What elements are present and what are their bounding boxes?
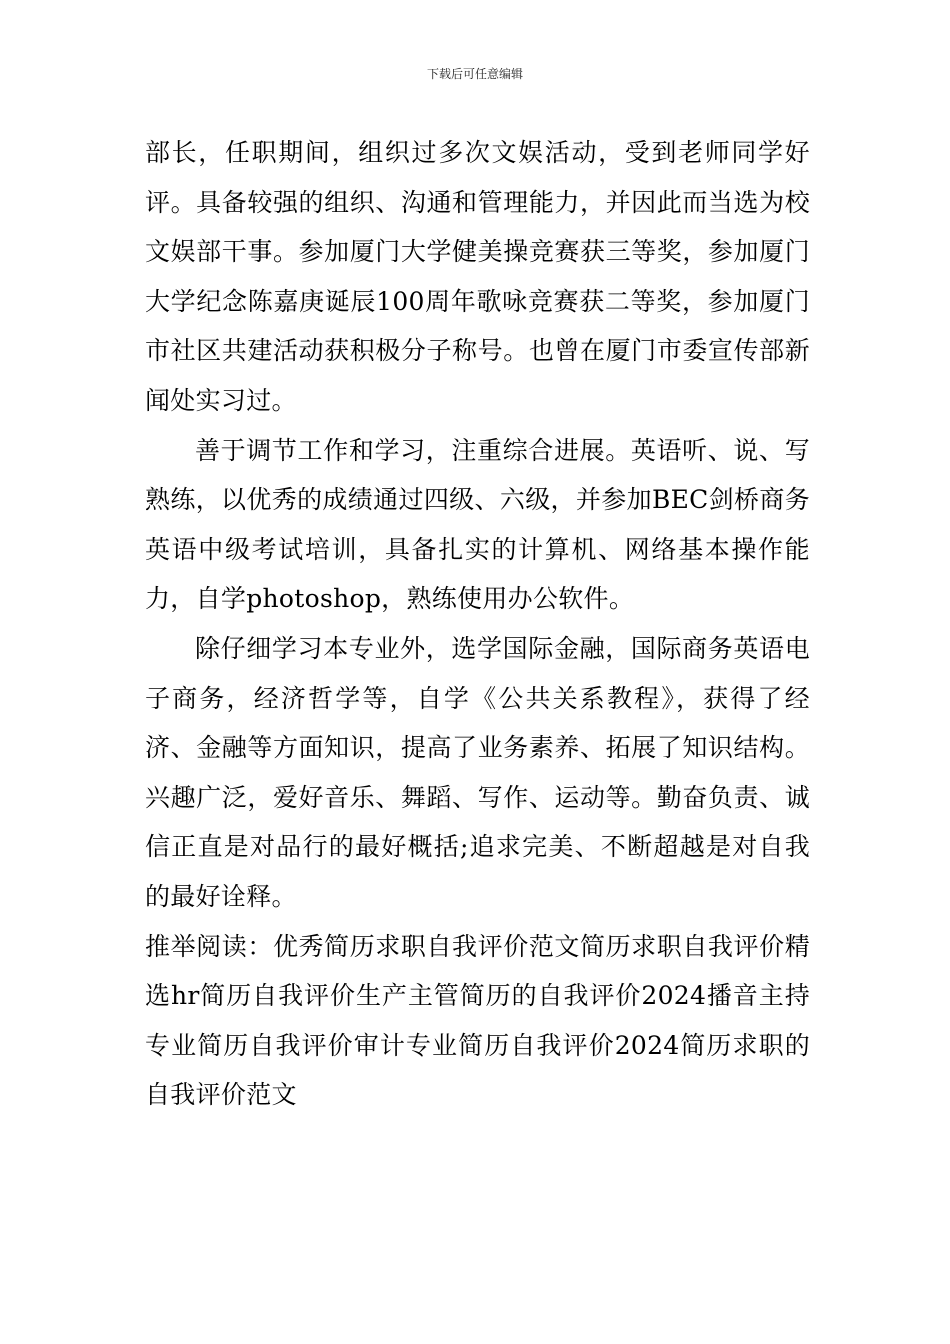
paragraph-recommended-reading: 推举阅读：优秀简历求职自我评价范文简历求职自我评价精选hr简历自我评价生产主管简历的自我评价2024播音主持专业简历自我评价审计专业简历自我评价2024简历求职的自我评价范文	[145, 931, 810, 1110]
paragraph-continued: 部长，任职期间，组织过多次文娱活动，受到老师同学好评。具备较强的组织、沟通和管理能力，并因此而当选为校文娱部干事。参加厦门大学健美操竞赛获三等奖，参加厦门大学纪念陈嘉庚诞辰100周年歌咏竞赛获二等奖，参加厦门市社区共建活动获积极分子称号。也曾在厦门市委宣传部新闻处实习过。	[145, 138, 810, 415]
paragraph-language-skills: 善于调节工作和学习，注重综合进展。英语听、说、写熟练，以优秀的成绩通过四级、六级，并参加BEC剑桥商务英语中级考试培训，具备扎实的计算机、网络基本操作能力，自学photoshop，熟练使用办公软件。	[145, 435, 810, 614]
paragraph-studies-interests: 除仔细学习本专业外，选学国际金融，国际商务英语电子商务，经济哲学等，自学《公共关系教程》，获得了经济、金融等方面知识，提高了业务素养、拓展了知识结构。兴趣广泛，爱好音乐、舞蹈、写作、运动等。勤奋负责、诚信正直是对品行的最好概括;追求完美、不断超越是对自我的最好诠释。	[145, 633, 810, 911]
document-body	[145, 128, 810, 1120]
page-header: 下载后可任意编辑	[426, 67, 523, 81]
